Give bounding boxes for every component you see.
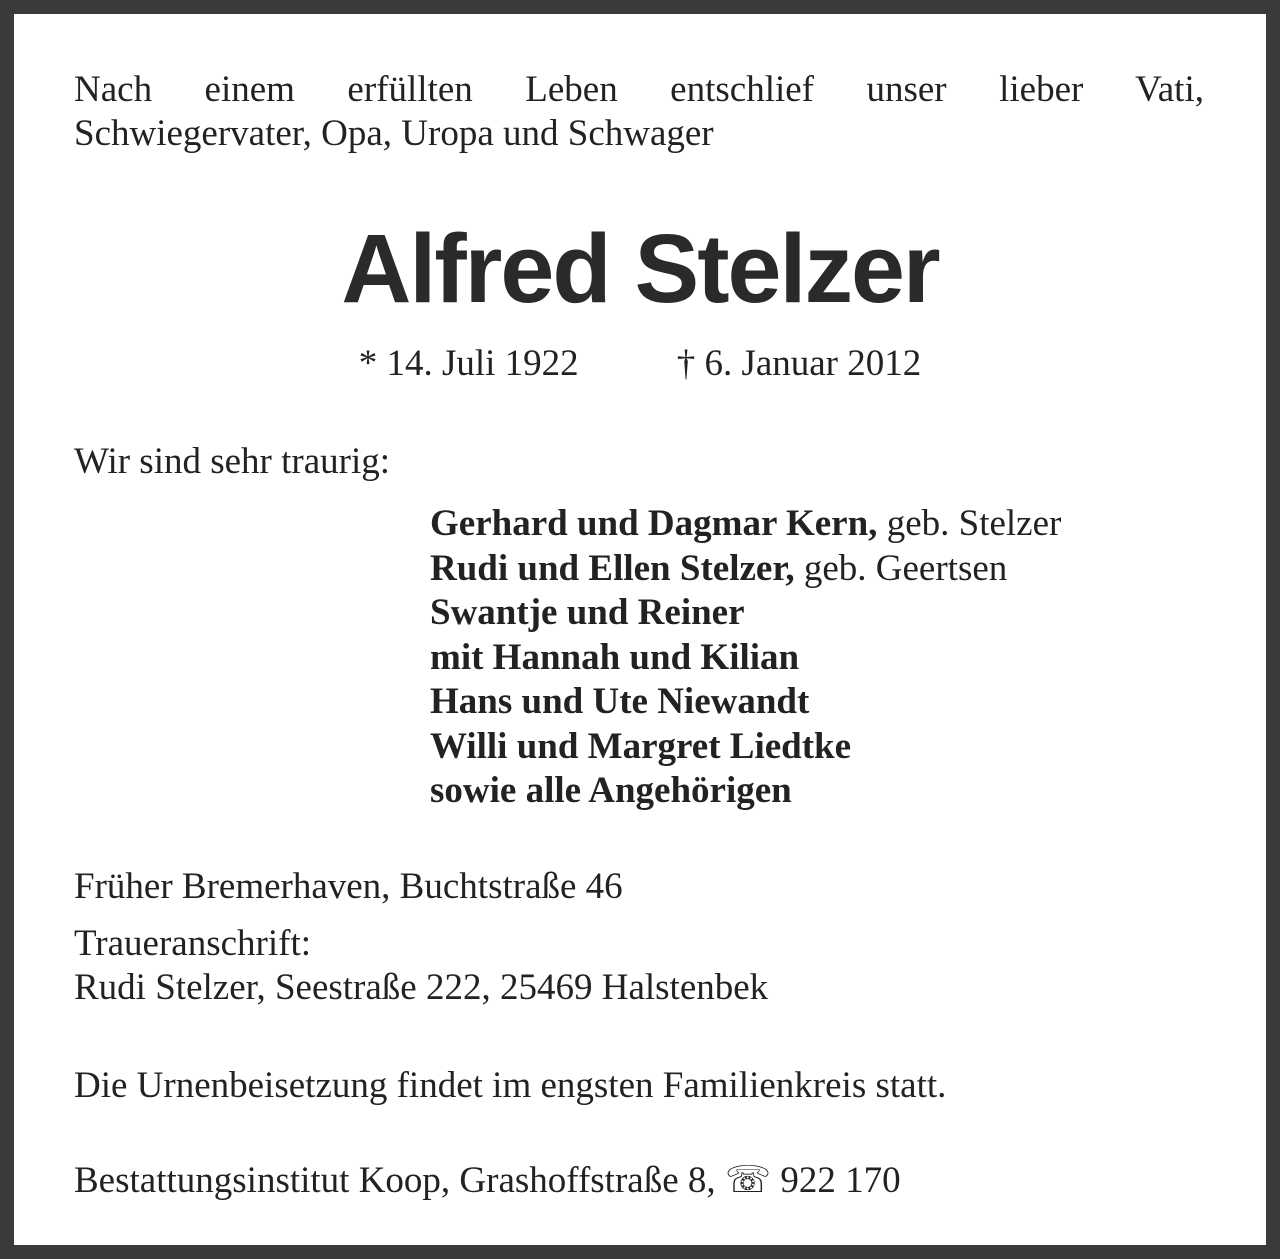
mourner-note: geb. Stelzer bbox=[877, 503, 1062, 544]
mourning-address-value: Rudi Stelzer, Seestraße 222, 25469 Halstenbek bbox=[74, 967, 769, 1008]
death-date: † 6. Januar 2012 bbox=[676, 343, 922, 384]
life-dates bbox=[14, 342, 1266, 386]
mourner-names: Swantje und Reiner bbox=[430, 592, 745, 633]
mourner-note: geb. Geertsen bbox=[794, 547, 1008, 589]
mourner-row bbox=[430, 680, 1061, 725]
mourner-row bbox=[430, 636, 1061, 681]
birth-date: * 14. Juli 1922 bbox=[358, 343, 579, 384]
intro-text bbox=[74, 68, 1204, 156]
mourner-row bbox=[430, 502, 1061, 547]
deceased-name: Alfred Stelzer bbox=[341, 214, 939, 323]
intro-line-1: Nach einem erfüllten Leben entschlief unser lieber Vati, bbox=[74, 69, 1204, 110]
mourner-names: mit Hannah und Kilian bbox=[430, 636, 800, 678]
mourner-names: Hans und Ute Niewandt bbox=[430, 681, 810, 722]
mourner-row bbox=[430, 769, 1061, 814]
mourner-names: sowie alle Angehörigen bbox=[430, 770, 792, 811]
burial-note: Die Urnenbeisetzung findet im engsten Familienkreis statt. bbox=[74, 1065, 947, 1106]
mourning-address-label: Traueranschrift: bbox=[74, 923, 312, 964]
intro-line-2: Schwiegervater, Opa, Uropa und Schwager bbox=[74, 113, 714, 154]
mourner-names: Gerhard und Dagmar Kern, bbox=[430, 503, 878, 544]
mourners-list bbox=[430, 502, 1061, 814]
mourner-names: Willi und Margret Liedtke bbox=[430, 725, 852, 767]
undertaker-info: Bestattungsinstitut Koop, Grashoffstraße 8, ☏ 922 170 bbox=[74, 1160, 901, 1201]
mourner-names: Rudi und Ellen Stelzer, bbox=[430, 547, 795, 589]
mourner-row bbox=[430, 725, 1061, 770]
mourner-row bbox=[430, 591, 1061, 636]
mourning-address bbox=[74, 922, 1204, 1010]
former-address: Früher Bremerhaven, Buchtstraße 46 bbox=[74, 866, 623, 907]
mourner-row bbox=[430, 547, 1061, 592]
mourning-intro: Wir sind sehr traurig: bbox=[74, 441, 391, 482]
